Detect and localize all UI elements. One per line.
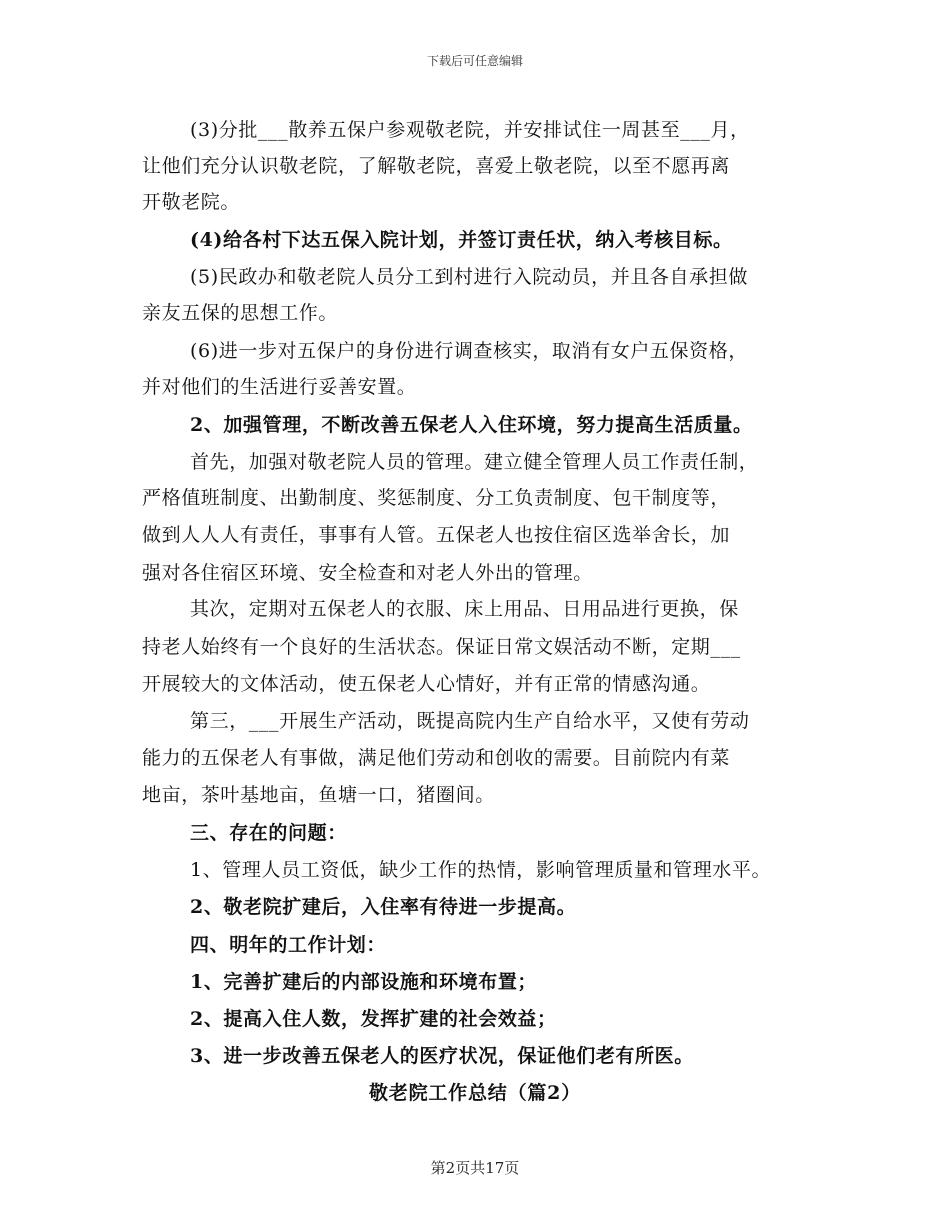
paragraph-line: (5)民政办和敬老院人员分工到村进行入院动员，并且各自承担做 bbox=[190, 266, 748, 288]
section-heading: 三、存在的问题： bbox=[190, 822, 347, 844]
paragraph-line: 首先，加强对敬老院人员的管理。建立健全管理人员工作责任制， bbox=[190, 451, 759, 473]
section-heading: 2、加强管理，不断改善五保老人入住环境，努力提高生活质量。 bbox=[190, 414, 753, 436]
paragraph-line: 强对各住宿区环境、安全检查和对老人外出的管理。 bbox=[142, 562, 593, 584]
list-item: 1、完善扩建后的内部设施和环境布置； bbox=[190, 971, 538, 993]
paragraph-line: 亲友五保的思想工作。 bbox=[142, 302, 339, 324]
paragraph-line: 开敬老院。 bbox=[142, 191, 241, 213]
paragraph-line: 让他们充分认识敬老院，了解敬老院，喜爱上敬老院，以至不愿再离 bbox=[142, 155, 731, 177]
page-footer: 第2页共17页 bbox=[430, 1159, 520, 1177]
paragraph-line: 开展较大的文体活动，使五保老人心情好，并有正常的情感沟通。 bbox=[142, 673, 711, 695]
section-title: 敬老院工作总结（篇2） bbox=[368, 1082, 582, 1104]
section-heading: 四、明年的工作计划： bbox=[190, 934, 387, 956]
paragraph-line: 1、管理人员工资低，缺少工作的热情，影响管理质量和管理水平。 bbox=[190, 859, 772, 881]
paragraph-line: 能力的五保老人有事做，满足他们劳动和创收的需要。目前院内有菜 bbox=[142, 747, 731, 769]
paragraph-line: (3)分批___散养五保户参观敬老院，并安排试住一周甚至___月， bbox=[190, 119, 750, 141]
paragraph-line: (4)给各村下达五保入院计划，并签订责任状，纳入考核目标。 bbox=[190, 229, 733, 251]
paragraph-line: 2、敬老院扩建后，入住率有待进一步提高。 bbox=[190, 896, 577, 918]
paragraph-line: 地亩，茶叶基地亩，鱼塘一口，猪圈间。 bbox=[142, 784, 495, 806]
paragraph-line: 持老人始终有一个良好的生活状态。保证日常文娱活动不断，定期___ bbox=[142, 636, 741, 658]
paragraph-line: 并对他们的生活进行妥善安置。 bbox=[142, 376, 417, 398]
paragraph-line: 第三，___开展生产活动，既提高院内生产自给水平，又使有劳动 bbox=[190, 710, 750, 732]
list-item: 3、进一步改善五保老人的医疗状况，保证他们老有所医。 bbox=[190, 1045, 694, 1067]
paragraph-line: (6)进一步对五保户的身份进行调查核实，取消有女户五保资格， bbox=[190, 340, 748, 362]
list-item: 2、提高入住人数，发挥扩建的社会效益； bbox=[190, 1008, 557, 1030]
paragraph-line: 其次，定期对五保老人的衣服、床上用品、日用品进行更换，保 bbox=[190, 598, 739, 620]
page-header: 下载后可任意编辑 bbox=[426, 54, 523, 68]
paragraph-line: 严格值班制度、出勤制度、奖惩制度、分工负责制度、包干制度等， bbox=[142, 487, 731, 509]
paragraph-line: 做到人人人有责任，事事有人管。五保老人也按住宿区选举舍长，加 bbox=[142, 524, 731, 546]
